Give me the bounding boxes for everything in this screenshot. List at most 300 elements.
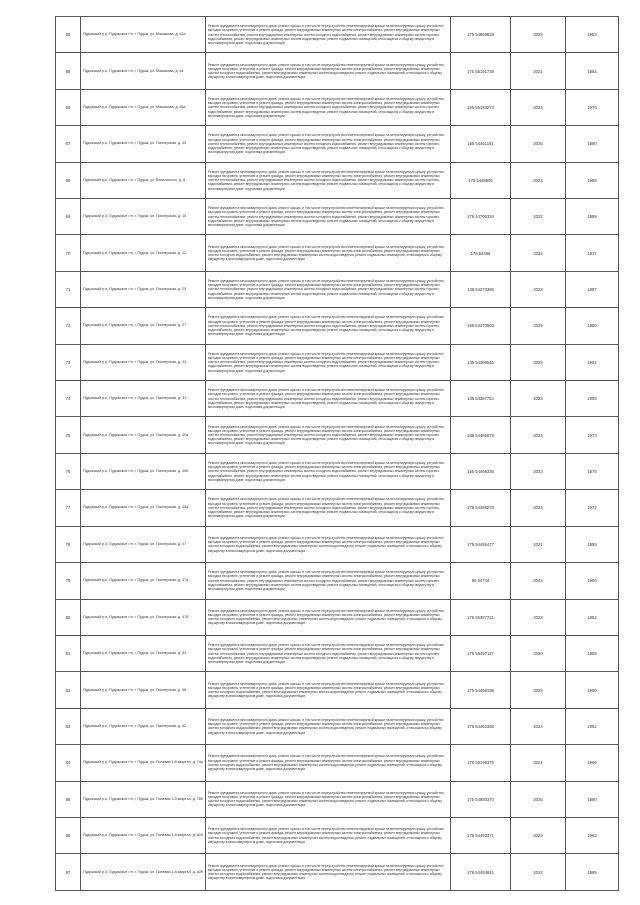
built-year-cell (566, 745, 619, 781)
address-cell-text: Пудожский р-н, Пудожское г/п, г. Пудож, ул. Пионерская, д. 10 (83, 214, 187, 219)
table-row (56, 308, 619, 344)
work-list-cell-text: Ремонт фундамента многоквартирного дома, ремонт крыши, в том числе переустройство невентилируемой крыши на вентилируемую крышу, устройство выходов на кровлю, утепление и ремонт фасада, ремонт внутридомовых инженерных систем электроснабжения, ремонт внутридомовых инженерных систем холодного водоснабжения, ремонт внутридомовых инженерных систем водоотведения, ремонт подвальных помещений, относящихся к общему имуществу в многоквартирном доме, подготовка документации (208, 608, 444, 626)
address-cell-text: Пудожский р-н, Пудожское г/п, г. Пудож, ул. Пионерская, д. 25 (83, 287, 187, 292)
plan-year-cell-text: 2025 (533, 141, 543, 147)
table-row (56, 817, 619, 853)
built-year-cell-text: 1966 (587, 760, 597, 766)
built-year-cell (566, 599, 619, 635)
plan-year-cell-text: 2021 (533, 68, 543, 74)
work-list-cell-text: Ремонт фундамента многоквартирного дома, ремонт крыши, в том числе переустройство невентилируемой крыши на вентилируемую крышу, устройство выходов на кровлю, утепление и ремонт фасада, ремонт внутридомовых инженерных систем электроснабжения, ремонт внутридомовых инженерных систем теплоснабжения, ремонт внутридомовых инженерных систем холодного водоснабжения, ремонт внутридомовых инженерных систем горячего водоснабжения, ремонт внутридомовых инженерных систем водоотведения, ремонт подвальных помещений, относящихся к общему имуществу в многоквартирном доме, подготовка документации (208, 133, 444, 155)
row-number-cell (56, 126, 81, 162)
table-body (56, 17, 619, 891)
row-number-cell-text: 79 (65, 578, 71, 584)
work-list-cell (206, 17, 451, 53)
row-number-cell-text: 68 (65, 105, 71, 111)
work-list-cell-text: Ремонт фундамента многоквартирного дома, ремонт крыши, в том числе переустройство невентилируемой крыши на вентилируемую крышу, устройство выходов на кровлю, утепление и ремонт фасада, ремонт внутридомовых инженерных систем электроснабжения, ремонт внутридомовых инженерных систем холодного водоснабжения, ремонт внутридомовых инженерных систем водоотведения, ремонт подвальных помещений, относящихся к общему имуществу в многоквартирном доме, подготовка документации (208, 244, 444, 262)
built-year-cell-text: 1990 (587, 578, 597, 584)
table-row (56, 89, 619, 125)
row-number-cell (56, 490, 81, 526)
work-list-cell-text: Ремонт фундамента многоквартирного дома, ремонт крыши, в том числе переустройство невентилируемой крыши на вентилируемую крышу, устройство выходов на кровлю, утепление и ремонт фасада, ремонт внутридомовых инженерных систем электроснабжения, ремонт внутридомовых инженерных систем холодного водоснабжения, ремонт внутридомовых инженерных систем водоотведения, ремонт подвальных помещений, относящихся к общему имуществу в многоквартирном доме, подготовка документации (208, 754, 444, 772)
plan-year-cell (511, 672, 566, 708)
address-cell-text: Пудожский р-н, Пудожское г/п, г. Пудож, ул. Василиского, д. 8 (83, 177, 186, 182)
plan-year-cell (511, 271, 566, 307)
plan-year-cell (511, 817, 566, 853)
row-number-cell-text: 71 (65, 287, 71, 293)
row-number-cell (56, 89, 81, 125)
built-year-cell-text: 1987 (587, 287, 597, 293)
house-code-cell-text: 175 54468198 (467, 687, 494, 693)
row-number-cell (56, 199, 81, 235)
address-cell (81, 781, 206, 817)
address-cell-text: Пудожский р-н, Пудожское г/п, г. Пудож, ул. Машакова, д. 64 (83, 68, 184, 73)
address-cell-text: Пудожский р-н, Пудожское г/п, г. Пудож, ул. Машакова, д. 65а (83, 105, 186, 110)
plan-year-cell-text: 2023 (533, 359, 543, 365)
work-list-cell (206, 417, 451, 453)
row-number-cell-text: 84 (65, 760, 71, 766)
work-list-cell-text: Ремонт фундамента многоквартирного дома, ремонт крыши, в том числе переустройство невентилируемой крыши на вентилируемую крышу, устройство выходов на кровлю, утепление и ремонт фасада, ремонт внутридомовых инженерных систем электроснабжения, ремонт внутридомовых инженерных систем теплоснабжения, ремонт внутридомовых инженерных систем холодного водоснабжения, ремонт внутридомовых инженерных систем горячего водоснабжения, ремонт внутридомовых инженерных систем водоотведения, ремонт подвальных помещений, относящихся к общему имуществу в многоквартирном доме, подготовка документации (208, 424, 444, 446)
work-list-cell (206, 490, 451, 526)
address-cell-text: Пудожский р-н, Пудожское г/п, г. Пудож, ул. Пионерская, д. 47а (83, 578, 189, 583)
house-code-cell-text: 135 54273386 (467, 287, 494, 293)
built-year-cell-text: 1962 (587, 723, 597, 729)
plan-year-cell (511, 490, 566, 526)
house-code-cell-text: 166 54370503 (467, 323, 494, 329)
house-code-cell (451, 344, 511, 380)
table-row (56, 745, 619, 781)
house-code-cell (451, 635, 511, 671)
work-list-cell (206, 89, 451, 125)
plan-year-cell (511, 308, 566, 344)
table-row (56, 162, 619, 198)
plan-year-cell-text: 2020 (533, 651, 543, 657)
house-code-cell-text: 175 55497117 (467, 651, 494, 657)
work-list-cell (206, 563, 451, 599)
house-code-cell-text: 176 55198379 (467, 760, 494, 766)
plan-year-cell (511, 417, 566, 453)
house-code-cell-text: 175 55191739 (467, 68, 494, 74)
house-code-cell (451, 672, 511, 708)
address-cell (81, 854, 206, 890)
work-list-cell-text: Ремонт фундамента многоквартирного дома, ремонт крыши, в том числе переустройство невентилируемой крыши на вентилируемую крышу, устройство выходов на кровлю, утепление и ремонт фасада, ремонт внутридомовых инженерных систем электроснабжения, ремонт внутридомовых инженерных систем теплоснабжения, ремонт внутридомовых инженерных систем холодного водоснабжения, ремонт внутридомовых инженерных систем горячего водоснабжения, ремонт внутридомовых инженерных систем водоотведения, ремонт подвальных помещений, относящихся к общему имуществу в многоквартирном доме, подготовка документации (208, 497, 444, 519)
row-number-cell (56, 235, 81, 271)
built-year-cell-text: 1958 (587, 177, 597, 183)
built-year-cell (566, 381, 619, 417)
row-number-cell (56, 854, 81, 890)
house-code-cell-text: 135 54387754 (467, 396, 494, 402)
row-number-cell (56, 599, 81, 635)
plan-year-cell-text: 2023 (533, 287, 543, 293)
row-number-cell-text: 72 (65, 323, 71, 329)
row-number-cell-text: 76 (65, 469, 71, 475)
house-code-cell-text: 155 54461181 (467, 141, 494, 147)
table-row (56, 526, 619, 562)
row-number-cell-text: 73 (65, 359, 71, 365)
house-code-cell (451, 53, 511, 89)
built-year-cell (566, 235, 619, 271)
address-cell (81, 199, 206, 235)
address-cell-text: Пудожский р-н, Пудожское г/п, г. Пудож, ул. Пионерская, д. 40а (83, 432, 189, 437)
address-cell-text: Пудожский р-н, Пудожское г/п, г. Пудож, ул. Полевая 1-й квартал, д. 82б (83, 869, 203, 874)
built-year-cell-text: 1976 (587, 469, 597, 475)
house-code-cell-text: 175 54493371 (467, 833, 494, 839)
work-list-cell (206, 235, 451, 271)
work-list-cell (206, 271, 451, 307)
house-code-cell (451, 308, 511, 344)
work-list-cell (206, 745, 451, 781)
address-cell-text: Пудожский р-н, Пудожское г/п, г. Пудож, ул. Пионерская, д. 62 (83, 723, 187, 728)
house-code-cell-text: 176 54486 (470, 250, 491, 256)
address-cell (81, 490, 206, 526)
address-cell (81, 599, 206, 635)
house-code-cell-text: 175 54486477 (467, 541, 494, 547)
house-code-cell-text: 95 54744 (471, 578, 490, 584)
address-cell-text: Пудожский р-н, Пудожское г/п, г. Пудож, ул. Пионерская, д. 47 (83, 541, 187, 546)
table-row (56, 672, 619, 708)
plan-year-cell (511, 17, 566, 53)
house-code-cell-text: 175 5468805 (468, 177, 493, 183)
row-number-cell (56, 672, 81, 708)
work-list-cell (206, 199, 451, 235)
work-list-cell-text: Ремонт фундамента многоквартирного дома, ремонт крыши, в том числе переустройство невентилируемой крыши на вентилируемую крышу, устройство выходов на кровлю, утепление и ремонт фасада, ремонт внутридомовых инженерных систем электроснабжения, ремонт внутридомовых инженерных систем теплоснабжения, ремонт внутридомовых инженерных систем холодного водоснабжения, ремонт внутридомовых инженерных систем горячего водоснабжения, ремонт внутридомовых инженерных систем водоотведения, ремонт подвальных помещений, относящихся к общему имуществу в многоквартирном доме, подготовка документации (208, 351, 444, 373)
house-code-cell (451, 417, 511, 453)
built-year-cell-text: 1950 (587, 323, 597, 329)
row-number-cell-text: 78 (65, 541, 71, 547)
plan-year-cell (511, 599, 566, 635)
house-code-cell-text: 155 54468336 (467, 469, 494, 475)
work-list-cell (206, 453, 451, 489)
plan-year-cell (511, 635, 566, 671)
house-code-cell (451, 89, 511, 125)
table-row (56, 599, 619, 635)
built-year-cell (566, 17, 619, 53)
house-code-cell-text: 176 54484841 (467, 869, 494, 875)
house-code-cell-text: 176 54488278 (467, 505, 494, 511)
table-row (56, 854, 619, 890)
row-number-cell-text: 69 (65, 214, 71, 220)
row-number-cell (56, 417, 81, 453)
row-number-cell-text: 83 (65, 723, 71, 729)
plan-year-cell (511, 162, 566, 198)
table-row (56, 53, 619, 89)
built-year-cell (566, 781, 619, 817)
house-code-cell (451, 817, 511, 853)
built-year-cell (566, 417, 619, 453)
work-list-cell-text: Ремонт фундамента многоквартирного дома, ремонт крыши, в том числе переустройство невентилируемой крыши на вентилируемую крышу, устройство выходов на кровлю, утепление и ремонт фасада, ремонт внутридомовых инженерных систем электроснабжения, ремонт внутридомовых инженерных систем холодного водоснабжения, ремонт внутридомовых инженерных систем водоотведения, ремонт подвальных помещений, относящихся к общему имуществу в многоквартирном доме, подготовка документации (208, 681, 444, 699)
work-list-cell-text: Ремонт фундамента многоквартирного дома, ремонт крыши, в том числе переустройство невентилируемой крыши на вентилируемую крышу, устройство выходов на кровлю, утепление и ремонт фасада, ремонт внутридомовых инженерных систем электроснабжения, ремонт внутридомовых инженерных систем теплоснабжения, ремонт внутридомовых инженерных систем холодного водоснабжения, ремонт внутридомовых инженерных систем горячего водоснабжения, ремонт внутридомовых инженерных систем водоотведения, ремонт подвальных помещений, относящихся к общему имуществу в многоквартирном доме, подготовка документации (208, 169, 444, 191)
built-year-cell (566, 89, 619, 125)
plan-year-cell (511, 781, 566, 817)
house-code-cell-text: 176 44700334 (467, 214, 494, 220)
house-code-cell-text: 155 55183273 (467, 105, 494, 111)
house-code-cell (451, 453, 511, 489)
plan-year-cell-text: 2021 (533, 760, 543, 766)
house-code-cell (451, 199, 511, 235)
work-list-cell-text: Ремонт фундамента многоквартирного дома, ремонт крыши, в том числе переустройство невентилируемой крыши на вентилируемую крышу, устройство выходов на кровлю, утепление и ремонт фасада, ремонт внутридомовых инженерных систем электроснабжения, ремонт внутридомовых инженерных систем холодного водоснабжения, ремонт внутридомовых инженерных систем водоотведения, ремонт подвальных помещений, относящихся к общему имуществу в многоквартирном доме, подготовка документации (208, 827, 444, 844)
table-row (56, 17, 619, 53)
built-year-cell-text: 1959 (587, 541, 597, 547)
house-code-cell (451, 271, 511, 307)
table-row (56, 235, 619, 271)
built-year-cell (566, 162, 619, 198)
plan-year-cell (511, 526, 566, 562)
row-number-cell (56, 745, 81, 781)
plan-year-cell-text: 2025 (533, 105, 543, 111)
work-list-cell-text: Ремонт фундамента многоквартирного дома, ремонт крыши, в том числе переустройство невентилируемой крыши на вентилируемую крышу, устройство выходов на кровлю, утепление и ремонт фасада, ремонт внутридомовых инженерных систем электроснабжения, ремонт внутридомовых инженерных систем теплоснабжения, ремонт внутридомовых инженерных систем холодного водоснабжения, ремонт внутридомовых инженерных систем горячего водоснабжения, ремонт внутридомовых инженерных систем водоотведения, ремонт подвальных помещений, относящихся к общему имуществу в многоквартирном доме, подготовка документации (208, 643, 444, 664)
row-number-cell (56, 563, 81, 599)
plan-year-cell (511, 126, 566, 162)
work-list-cell-text: Ремонт фундамента многоквартирного дома, ремонт крыши, в том числе переустройство невентилируемой крыши на вентилируемую крышу, устройство выходов на кровлю, утепление и ремонт фасада, ремонт внутридомовых инженерных систем электроснабжения, ремонт внутридомовых инженерных систем холодного водоснабжения, ремонт внутридомовых инженерных систем водоотведения, ремонт подвальных помещений, относящихся к общему имуществу в многоквартирном доме, подготовка документации (208, 718, 444, 735)
house-code-cell (451, 526, 511, 562)
plan-year-cell-text: 2021 (533, 541, 543, 547)
address-cell (81, 53, 206, 89)
work-list-cell (206, 162, 451, 198)
address-cell-text: Пудожский р-н, Пудожское г/п, г. Пудож, ул. Машакова, д. 62а (83, 32, 186, 37)
plan-year-cell (511, 235, 566, 271)
row-number-cell (56, 453, 81, 489)
plan-year-cell-text: 2022 (533, 214, 543, 220)
house-code-cell (451, 708, 511, 744)
row-number-cell (56, 271, 81, 307)
table-row (56, 381, 619, 417)
built-year-cell (566, 53, 619, 89)
plan-year-cell-text: 2023 (533, 32, 543, 38)
address-cell (81, 126, 206, 162)
row-number-cell (56, 708, 81, 744)
address-cell-text: Пудожский р-н, Пудожское г/п, г. Пудож, ул. Пионерская, д. 31 (83, 396, 187, 401)
work-list-cell-text: Ремонт фундамента многоквартирного дома, ремонт крыши, в том числе переустройство невентилируемой крыши на вентилируемую крышу, устройство выходов на кровлю, утепление и ремонт фасада, ремонт внутридомовых инженерных систем электроснабжения, ремонт внутридомовых инженерных систем теплоснабжения, ремонт внутридомовых инженерных систем холодного водоснабжения, ремонт внутридомовых инженерных систем горячего водоснабжения, ремонт внутридомовых инженерных систем водоотведения, ремонт подвальных помещений, относящихся к общему имуществу в многоквартирном доме, подготовка документации (208, 206, 444, 228)
address-cell (81, 745, 206, 781)
built-year-cell-text: 1983 (587, 32, 597, 38)
row-number-cell (56, 17, 81, 53)
address-cell (81, 381, 206, 417)
address-cell (81, 162, 206, 198)
plan-year-cell-text: 2023 (533, 469, 543, 475)
plan-year-cell-text: 2024 (533, 723, 543, 729)
built-year-cell (566, 453, 619, 489)
address-cell (81, 271, 206, 307)
address-cell (81, 308, 206, 344)
address-cell-text: Пудожский р-н, Пудожское г/п, г. Пудож, ул. Полевая 1-й квартал, д. 82а (83, 833, 203, 838)
plan-year-cell-text: 2043 (533, 578, 543, 584)
work-list-cell-text: Ремонт фундамента многоквартирного дома, ремонт крыши, в том числе переустройство невентилируемой крыши на вентилируемую крышу, устройство выходов на кровлю, утепление и ремонт фасада, ремонт внутридомовых инженерных систем электроснабжения, ремонт внутридомовых инженерных систем холодного водоснабжения, ремонт внутридомовых инженерных систем водоотведения, ремонт подвальных помещений, относящихся к общему имуществу в многоквартирном доме, подготовка документации (208, 863, 444, 881)
plan-year-cell (511, 344, 566, 380)
address-cell-text: Пудожский р-н, Пудожское г/п, г. Пудож, ул. Пионерская, д. 54 (83, 651, 187, 656)
row-number-cell-text: 65 (65, 32, 71, 38)
plan-year-cell-text: 2023 (533, 177, 543, 183)
house-code-cell (451, 17, 511, 53)
house-code-cell (451, 563, 511, 599)
row-number-cell-text: 67 (65, 141, 71, 147)
work-list-cell-text: Ремонт фундамента многоквартирного дома, ремонт крыши, в том числе переустройство невентилируемой крыши на вентилируемую крышу, устройство выходов на кровлю, утепление и ремонт фасада, ремонт внутридомовых инженерных систем электроснабжения, ремонт внутридомовых инженерных систем теплоснабжения, ремонт внутридомовых инженерных систем холодного водоснабжения, ремонт внутридомовых инженерных систем горячего водоснабжения, ремонт внутридомовых инженерных систем водоотведения, ремонт подвальных помещений, относящихся к общему имуществу в многоквартирном доме, подготовка документации (208, 279, 444, 300)
plan-year-cell (511, 745, 566, 781)
built-year-cell (566, 708, 619, 744)
house-code-cell-text: 175 54868828 (467, 32, 494, 38)
plan-year-cell-text: 2025 (533, 505, 543, 511)
work-list-cell (206, 781, 451, 817)
house-code-cell-text: 175 54880370 (467, 796, 494, 802)
house-code-cell-text: 176 55387721 (467, 614, 494, 620)
house-code-cell-text: 176 54462368 (467, 723, 494, 729)
work-list-cell (206, 708, 451, 744)
address-cell (81, 344, 206, 380)
address-cell (81, 563, 206, 599)
work-list-cell-text: Ремонт фундамента многоквартирного дома, ремонт крыши, в том числе переустройство невентилируемой крыши на вентилируемую крышу, устройство выходов на кровлю, утепление и ремонт фасада, ремонт внутридомовых инженерных систем электроснабжения, ремонт внутридомовых инженерных систем теплоснабжения, ремонт внутридомовых инженерных систем холодного водоснабжения, ремонт внутридомовых инженерных систем горячего водоснабжения, ремонт внутридомовых инженерных систем водоотведения, ремонт подвальных помещений, относящихся к общему имуществу в многоквартирном доме, подготовка документации (208, 461, 444, 482)
address-cell (81, 526, 206, 562)
house-code-cell (451, 781, 511, 817)
work-list-cell-text: Ремонт фундамента многоквартирного дома, ремонт крыши, в том числе переустройство невентилируемой крыши на вентилируемую крышу, устройство выходов на кровлю, утепление и ремонт фасада, ремонт внутридомовых инженерных систем электроснабжения, ремонт внутридомовых инженерных систем холодного водоснабжения, ремонт внутридомовых инженерных систем водоотведения, ремонт подвальных помещений, относящихся к общему имуществу в многоквартирном доме, подготовка документации (208, 535, 444, 553)
row-number-cell-text: 77 (65, 505, 71, 511)
work-list-cell-text: Ремонт фундамента многоквартирного дома, ремонт крыши, в том числе переустройство невентилируемой крыши на вентилируемую крышу, устройство выходов на кровлю, утепление и ремонт фасада, ремонт внутридомовых инженерных систем электроснабжения, ремонт внутридомовых инженерных систем теплоснабжения, ремонт внутридомовых инженерных систем холодного водоснабжения, ремонт внутридомовых инженерных систем горячего водоснабжения, ремонт внутридомовых инженерных систем водоотведения, ремонт подвальных помещений, относящихся к общему имуществу в многоквартирном доме, подготовка документации (208, 24, 444, 45)
built-year-cell (566, 271, 619, 307)
table-row (56, 490, 619, 526)
house-code-cell-text: 186 54486878 (467, 432, 494, 438)
plan-year-cell-text: 2023 (533, 614, 543, 620)
built-year-cell-text: 1976 (587, 105, 597, 111)
row-number-cell-text: 69 (65, 177, 71, 183)
address-cell-text: Пудожский р-н, Пудожское г/п, г. Пудож, ул. Пионерская, д. 45а (83, 505, 189, 510)
work-list-cell (206, 126, 451, 162)
built-year-cell (566, 308, 619, 344)
built-year-cell-text: 1960 (587, 796, 597, 802)
house-code-cell-text: 135 54368546 (467, 359, 494, 365)
table-row (56, 635, 619, 671)
address-cell (81, 417, 206, 453)
table-row (56, 417, 619, 453)
address-cell-text: Пудожский р-н, Пудожское г/п, г. Пудож, ул. Пионерская, д. 47б (83, 614, 189, 619)
work-list-cell-text: Ремонт фундамента многоквартирного дома, ремонт крыши, в том числе переустройство невентилируемой крыши на вентилируемую крышу, устройство выходов на кровлю, утепление и ремонт фасада, ремонт внутридомовых инженерных систем электроснабжения, ремонт внутридомовых инженерных систем холодного водоснабжения, ремонт внутридомовых инженерных систем водоотведения, ремонт подвальных помещений, относящихся к общему имуществу в многоквартирном доме, подготовка документации (208, 790, 444, 808)
built-year-cell-text: 1965 (587, 869, 597, 875)
address-cell-text: Пудожский р-н, Пудожское г/п, г. Пудож, ул. Пионерская, д. 45 (83, 141, 187, 146)
table-row (56, 344, 619, 380)
house-code-cell (451, 490, 511, 526)
plan-year-cell-text: 2023 (533, 396, 543, 402)
row-number-cell (56, 635, 81, 671)
row-number-cell-text: 81 (65, 651, 71, 657)
built-year-cell (566, 526, 619, 562)
work-list-cell (206, 381, 451, 417)
row-number-cell-text: 86 (65, 833, 71, 839)
address-cell (81, 817, 206, 853)
work-list-cell-text: Ремонт фундамента многоквартирного дома, ремонт крыши, в том числе переустройство невентилируемой крыши на вентилируемую крышу, устройство выходов на кровлю, утепление и ремонт фасада, ремонт внутридомовых инженерных систем электроснабжения, ремонт внутридомовых инженерных систем теплоснабжения, ремонт внутридомовых инженерных систем холодного водоснабжения, ремонт внутридомовых инженерных систем горячего водоснабжения, ремонт внутридомовых инженерных систем водоотведения, ремонт подвальных помещений, относящихся к общему имуществу в многоквартирном доме, подготовка документации (208, 388, 444, 410)
plan-year-cell (511, 453, 566, 489)
work-list-cell-text: Ремонт фундамента многоквартирного дома, ремонт крыши, в том числе переустройство невентилируемой крыши на вентилируемую крышу, устройство выходов на кровлю, утепление и ремонт фасада, ремонт внутридомовых инженерных систем электроснабжения, ремонт внутридомовых инженерных систем теплоснабжения, ремонт внутридомовых инженерных систем холодного водоснабжения, ремонт внутридомовых инженерных систем горячего водоснабжения, ремонт внутридомовых инженерных систем водоотведения, ремонт подвальных помещений, относящихся к общему имуществу в многоквартирном доме, подготовка документации (208, 570, 444, 592)
address-cell-text: Пудожский р-н, Пудожское г/п, г. Пудож, ул. Пионерская, д. 27 (83, 323, 187, 328)
address-cell (81, 89, 206, 125)
address-cell (81, 708, 206, 744)
built-year-cell (566, 126, 619, 162)
work-list-cell-text: Ремонт фундамента многоквартирного дома, ремонт крыши, в том числе переустройство невентилируемой крыши на вентилируемую крышу, устройство выходов на кровлю, утепление и ремонт фасада, ремонт внутридомовых инженерных систем электроснабжения, ремонт внутридомовых инженерных систем теплоснабжения, ремонт внутридомовых инженерных систем холодного водоснабжения, ремонт внутридомовых инженерных систем горячего водоснабжения, ремонт внутридомовых инженерных систем водоотведения, ремонт подвальных помещений, относящихся к общему имуществу в многоквартирном доме, подготовка документации (208, 97, 444, 118)
address-cell-text: Пудожский р-н, Пудожское г/п, г. Пудож, ул. Пионерская, д. 33 (83, 359, 187, 364)
work-list-cell (206, 308, 451, 344)
plan-year-cell-text: 2025 (533, 432, 543, 438)
program-table (55, 16, 619, 891)
built-year-cell-text: 1973 (587, 432, 597, 438)
plan-year-cell (511, 381, 566, 417)
built-year-cell-text: 1959 (587, 396, 597, 402)
plan-year-cell (511, 563, 566, 599)
built-year-cell-text: 1989 (587, 214, 597, 220)
plan-year-cell (511, 854, 566, 890)
work-list-cell (206, 817, 451, 853)
work-list-cell-text: Ремонт фундамента многоквартирного дома, ремонт крыши, в том числе переустройство невентилируемой крыши на вентилируемую крышу, устройство выходов на кровлю, утепление и ремонт фасада, ремонт внутридомовых инженерных систем электроснабжения, ремонт внутридомовых инженерных систем теплоснабжения, ремонт внутридомовых инженерных систем холодного водоснабжения, ремонт внутридомовых инженерных систем горячего водоснабжения, ремонт внутридомовых инженерных систем водоотведения, ремонт подвальных помещений, относящихся к общему имуществу в многоквартирном доме, подготовка документации (208, 315, 444, 337)
plan-year-cell-text: 2025 (533, 323, 543, 329)
address-cell (81, 17, 206, 53)
built-year-cell-text: 1963 (587, 833, 597, 839)
row-number-cell (56, 308, 81, 344)
plan-year-cell (511, 199, 566, 235)
work-list-cell (206, 854, 451, 890)
built-year-cell-text: 1972 (587, 505, 597, 511)
address-cell-text: Пудожский р-н, Пудожское г/п, г. Пудож, ул. Полевая 1-й квартал, д. 74а (83, 760, 203, 765)
work-list-cell (206, 526, 451, 562)
table-row (56, 126, 619, 162)
plan-year-cell (511, 708, 566, 744)
plan-year-cell-text: 2023 (533, 687, 543, 693)
built-year-cell (566, 344, 619, 380)
house-code-cell (451, 854, 511, 890)
work-list-cell (206, 344, 451, 380)
row-number-cell-text: 85 (65, 796, 71, 802)
row-number-cell (56, 162, 81, 198)
row-number-cell-text: 75 (65, 432, 71, 438)
row-number-cell (56, 526, 81, 562)
house-code-cell (451, 381, 511, 417)
row-number-cell-text: 66 (65, 68, 71, 74)
built-year-cell-text: 1917 (587, 250, 597, 256)
built-year-cell (566, 672, 619, 708)
plan-year-cell (511, 53, 566, 89)
built-year-cell-text: 1960 (587, 687, 597, 693)
row-number-cell-text: 70 (65, 250, 71, 256)
address-cell-text: Пудожский р-н, Пудожское г/п, г. Пудож, ул. Полевая 1-й квартал, д. 78б (83, 796, 203, 801)
row-number-cell-text: 82 (65, 687, 71, 693)
table-row (56, 199, 619, 235)
house-code-cell (451, 745, 511, 781)
house-code-cell (451, 599, 511, 635)
built-year-cell (566, 199, 619, 235)
table-row (56, 453, 619, 489)
row-number-cell (56, 781, 81, 817)
built-year-cell-text: 1959 (587, 651, 597, 657)
built-year-cell (566, 635, 619, 671)
built-year-cell-text: 1982 (587, 614, 597, 620)
table-row (56, 563, 619, 599)
address-cell (81, 453, 206, 489)
plan-year-cell-text: 2022 (533, 250, 543, 256)
address-cell-text: Пудожский р-н, Пудожское г/п, г. Пудож, ул. Пионерская, д. 12 (83, 250, 187, 255)
address-cell (81, 635, 206, 671)
built-year-cell (566, 854, 619, 890)
row-number-cell (56, 817, 81, 853)
table-row (56, 781, 619, 817)
built-year-cell (566, 817, 619, 853)
address-cell (81, 235, 206, 271)
plan-year-cell-text: 2025 (533, 796, 543, 802)
address-cell-text: Пудожский р-н, Пудожское г/п, г. Пудож, ул. Пионерская, д. 56 (83, 687, 187, 692)
work-list-cell-text: Ремонт фундамента многоквартирного дома, ремонт крыши, в том числе переустройство невентилируемой крыши на вентилируемую крышу, устройство выходов на кровлю, утепление и ремонт фасада, ремонт внутридомовых инженерных систем электроснабжения, ремонт внутридомовых инженерных систем холодного водоснабжения, ремонт внутридомовых инженерных систем водоотведения, ремонт подвальных помещений, относящихся к общему имуществу в многоквартирном доме, подготовка документации (208, 62, 444, 80)
house-code-cell (451, 235, 511, 271)
row-number-cell (56, 344, 81, 380)
row-number-cell-text: 74 (65, 396, 71, 402)
address-cell (81, 672, 206, 708)
work-list-cell (206, 599, 451, 635)
built-year-cell (566, 490, 619, 526)
row-number-cell-text: 80 (65, 614, 71, 620)
table-row (56, 271, 619, 307)
house-code-cell (451, 126, 511, 162)
plan-year-cell (511, 89, 566, 125)
plan-year-cell-text: 2023 (533, 869, 543, 875)
